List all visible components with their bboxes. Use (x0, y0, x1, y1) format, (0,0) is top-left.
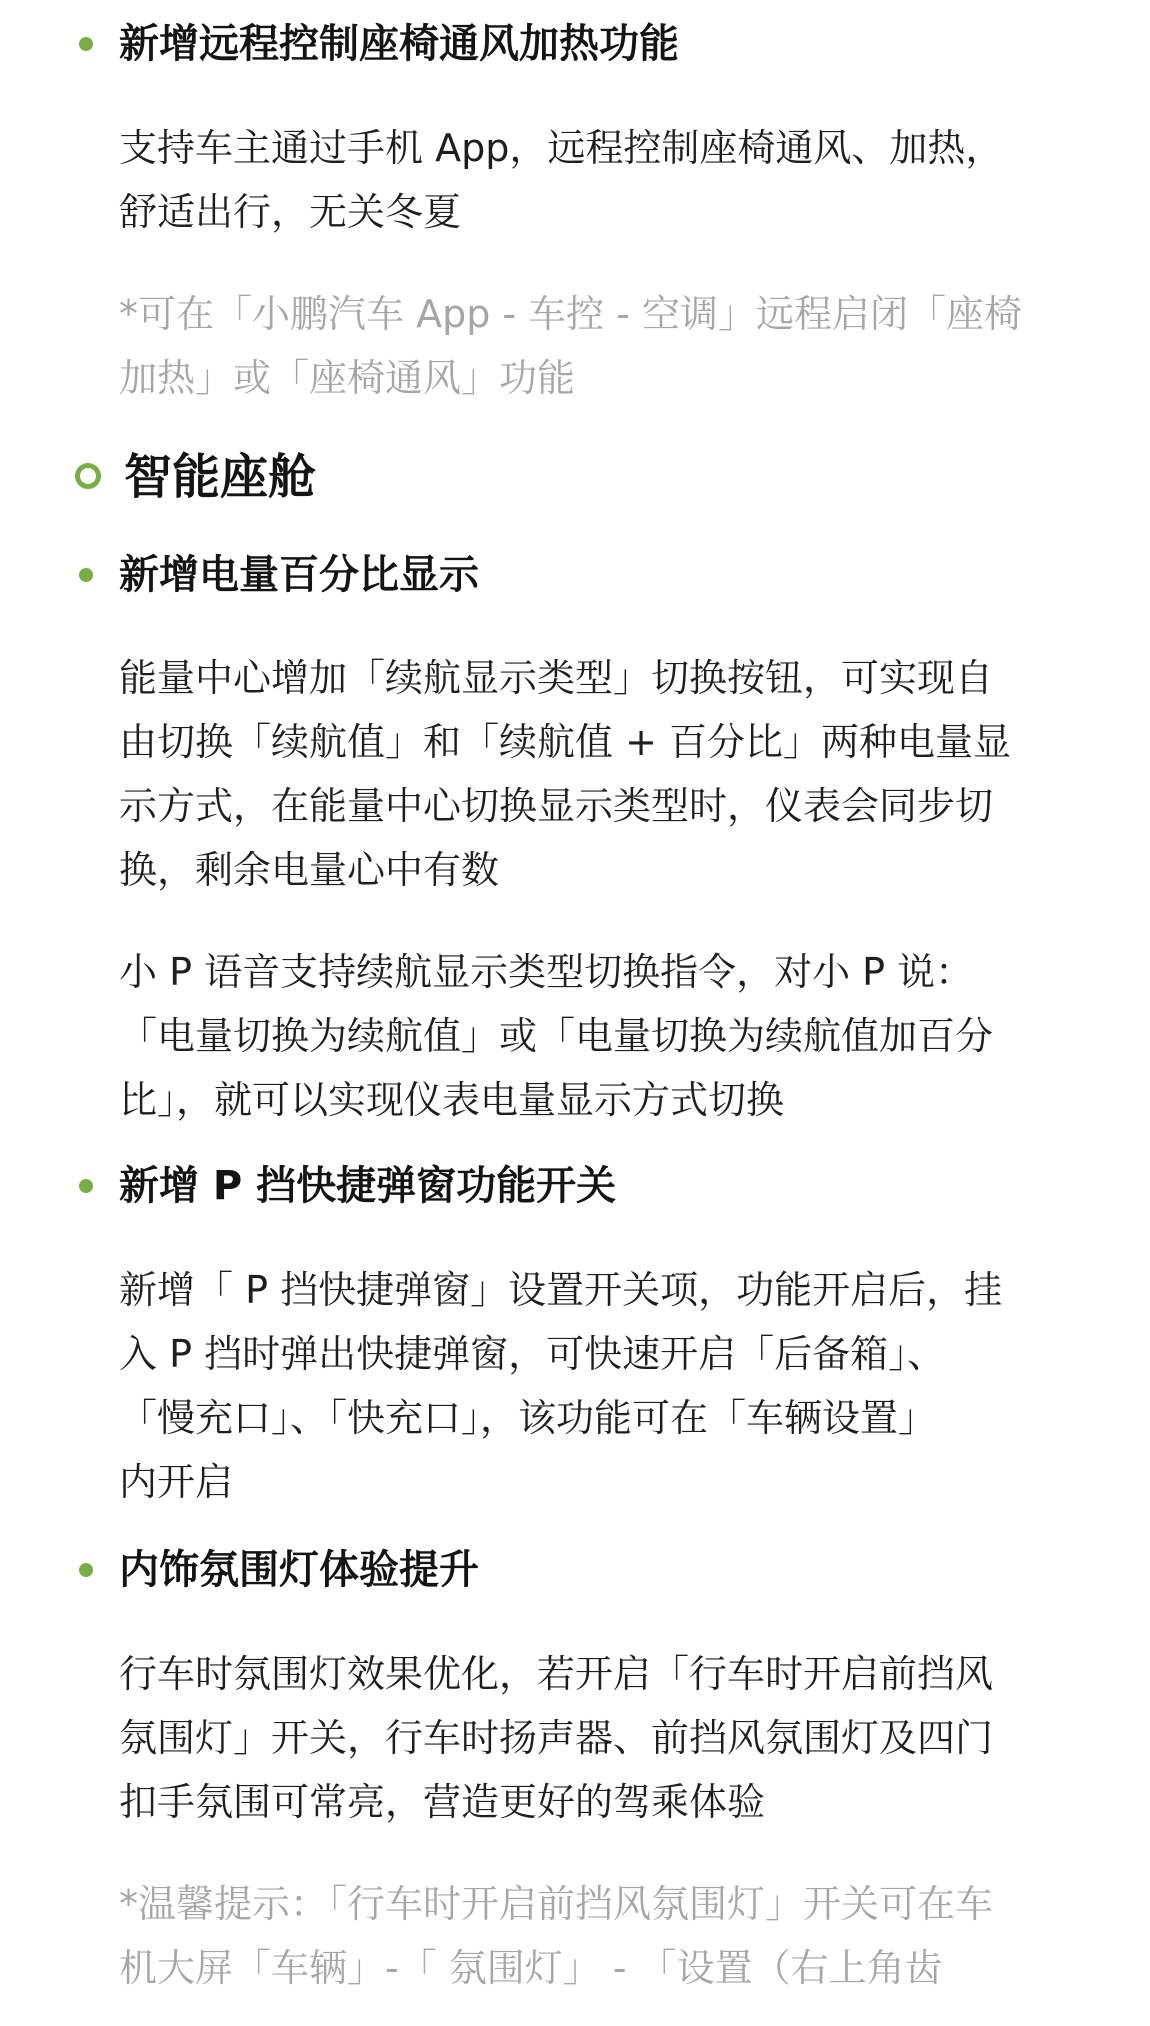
feature-desc2-battery-percent (119, 940, 1079, 1132)
feature-note-remote-seat (119, 282, 1079, 410)
desc-line: 支持车主通过手机 App，远程控制座椅通风、加热， (119, 126, 1004, 170)
feature-desc-p-gear-popup (119, 1258, 1079, 1514)
desc-line: 比」，就可以实现仪表电量显示方式切换 (119, 1078, 785, 1122)
feature-desc-battery-percent (119, 646, 1079, 902)
desc-line: 舒适出行，无关冬夏 (119, 190, 462, 234)
bullet-dot-icon (79, 568, 93, 582)
feature-title-p-gear-popup: 新增 P 挡快捷弹窗功能开关 (119, 1163, 617, 1209)
desc-line: 新增「 P 挡快捷弹窗」设置开关项，功能开启后，挂 (119, 1268, 1003, 1312)
desc-line: 由切换「续航值」和「续航值 + 百分比」两种电量显 (119, 720, 1012, 764)
note-line: *温馨提示：「行车时开启前挡风氛围灯」开关可在车 (119, 1882, 994, 1926)
note-line: 加热」或「座椅通风」功能 (119, 356, 576, 400)
desc-line: 行车时氛围灯效果优化，若开启「行车时开启前挡风 (119, 1652, 994, 1696)
bullet-dot-icon (79, 37, 93, 51)
bullet-dot-icon (79, 1179, 93, 1193)
desc-line: 示方式，在能量中心切换显示类型时，仪表会同步切 (119, 784, 994, 828)
bullet-dot-icon (79, 1563, 93, 1577)
feature-title-ambient-light: 内饰氛围灯体验提升 (119, 1547, 479, 1593)
desc-line: 小 P 语音支持续航显示类型切换指令，对小 P 说： (119, 950, 974, 994)
desc-line: 内开启 (119, 1460, 234, 1504)
note-line: *可在「小鹏汽车 App - 车控 - 空调」远程启闭「座椅 (119, 292, 1023, 336)
feature-title-remote-seat: 新增远程控制座椅通风加热功能 (119, 21, 679, 67)
desc-line: 扣手氛围可常亮，营造更好的驾乘体验 (119, 1780, 766, 1824)
desc-line: 入 P 挡时弹出快捷弹窗，可快速开启「后备箱」、 (119, 1332, 946, 1376)
desc-line: 「电量切换为续航值」或「电量切换为续航值加百分 (119, 1014, 994, 1058)
section-ring-icon (75, 463, 101, 489)
desc-line: 能量中心增加「续航显示类型」切换按钮，可实现自 (119, 656, 994, 700)
note-line: 机大屏「车辆」-「 氛围灯」 - 「设置（右上角齿 (119, 1946, 943, 1990)
feature-desc-ambient-light (119, 1642, 1079, 1834)
desc-line: 「慢充口」、「快充口」，该功能可在「车辆设置」 (119, 1396, 937, 1440)
desc-line: 换，剩余电量心中有数 (119, 848, 500, 892)
feature-note-ambient-light (119, 1872, 1079, 2000)
feature-desc-remote-seat (119, 116, 1079, 244)
section-title-smart-cabin: 智能座舱 (124, 449, 317, 505)
feature-title-battery-percent: 新增电量百分比显示 (119, 552, 479, 598)
desc-line: 氛围灯」开关，行车时扬声器、前挡风氛围灯及四门 (119, 1716, 994, 1760)
